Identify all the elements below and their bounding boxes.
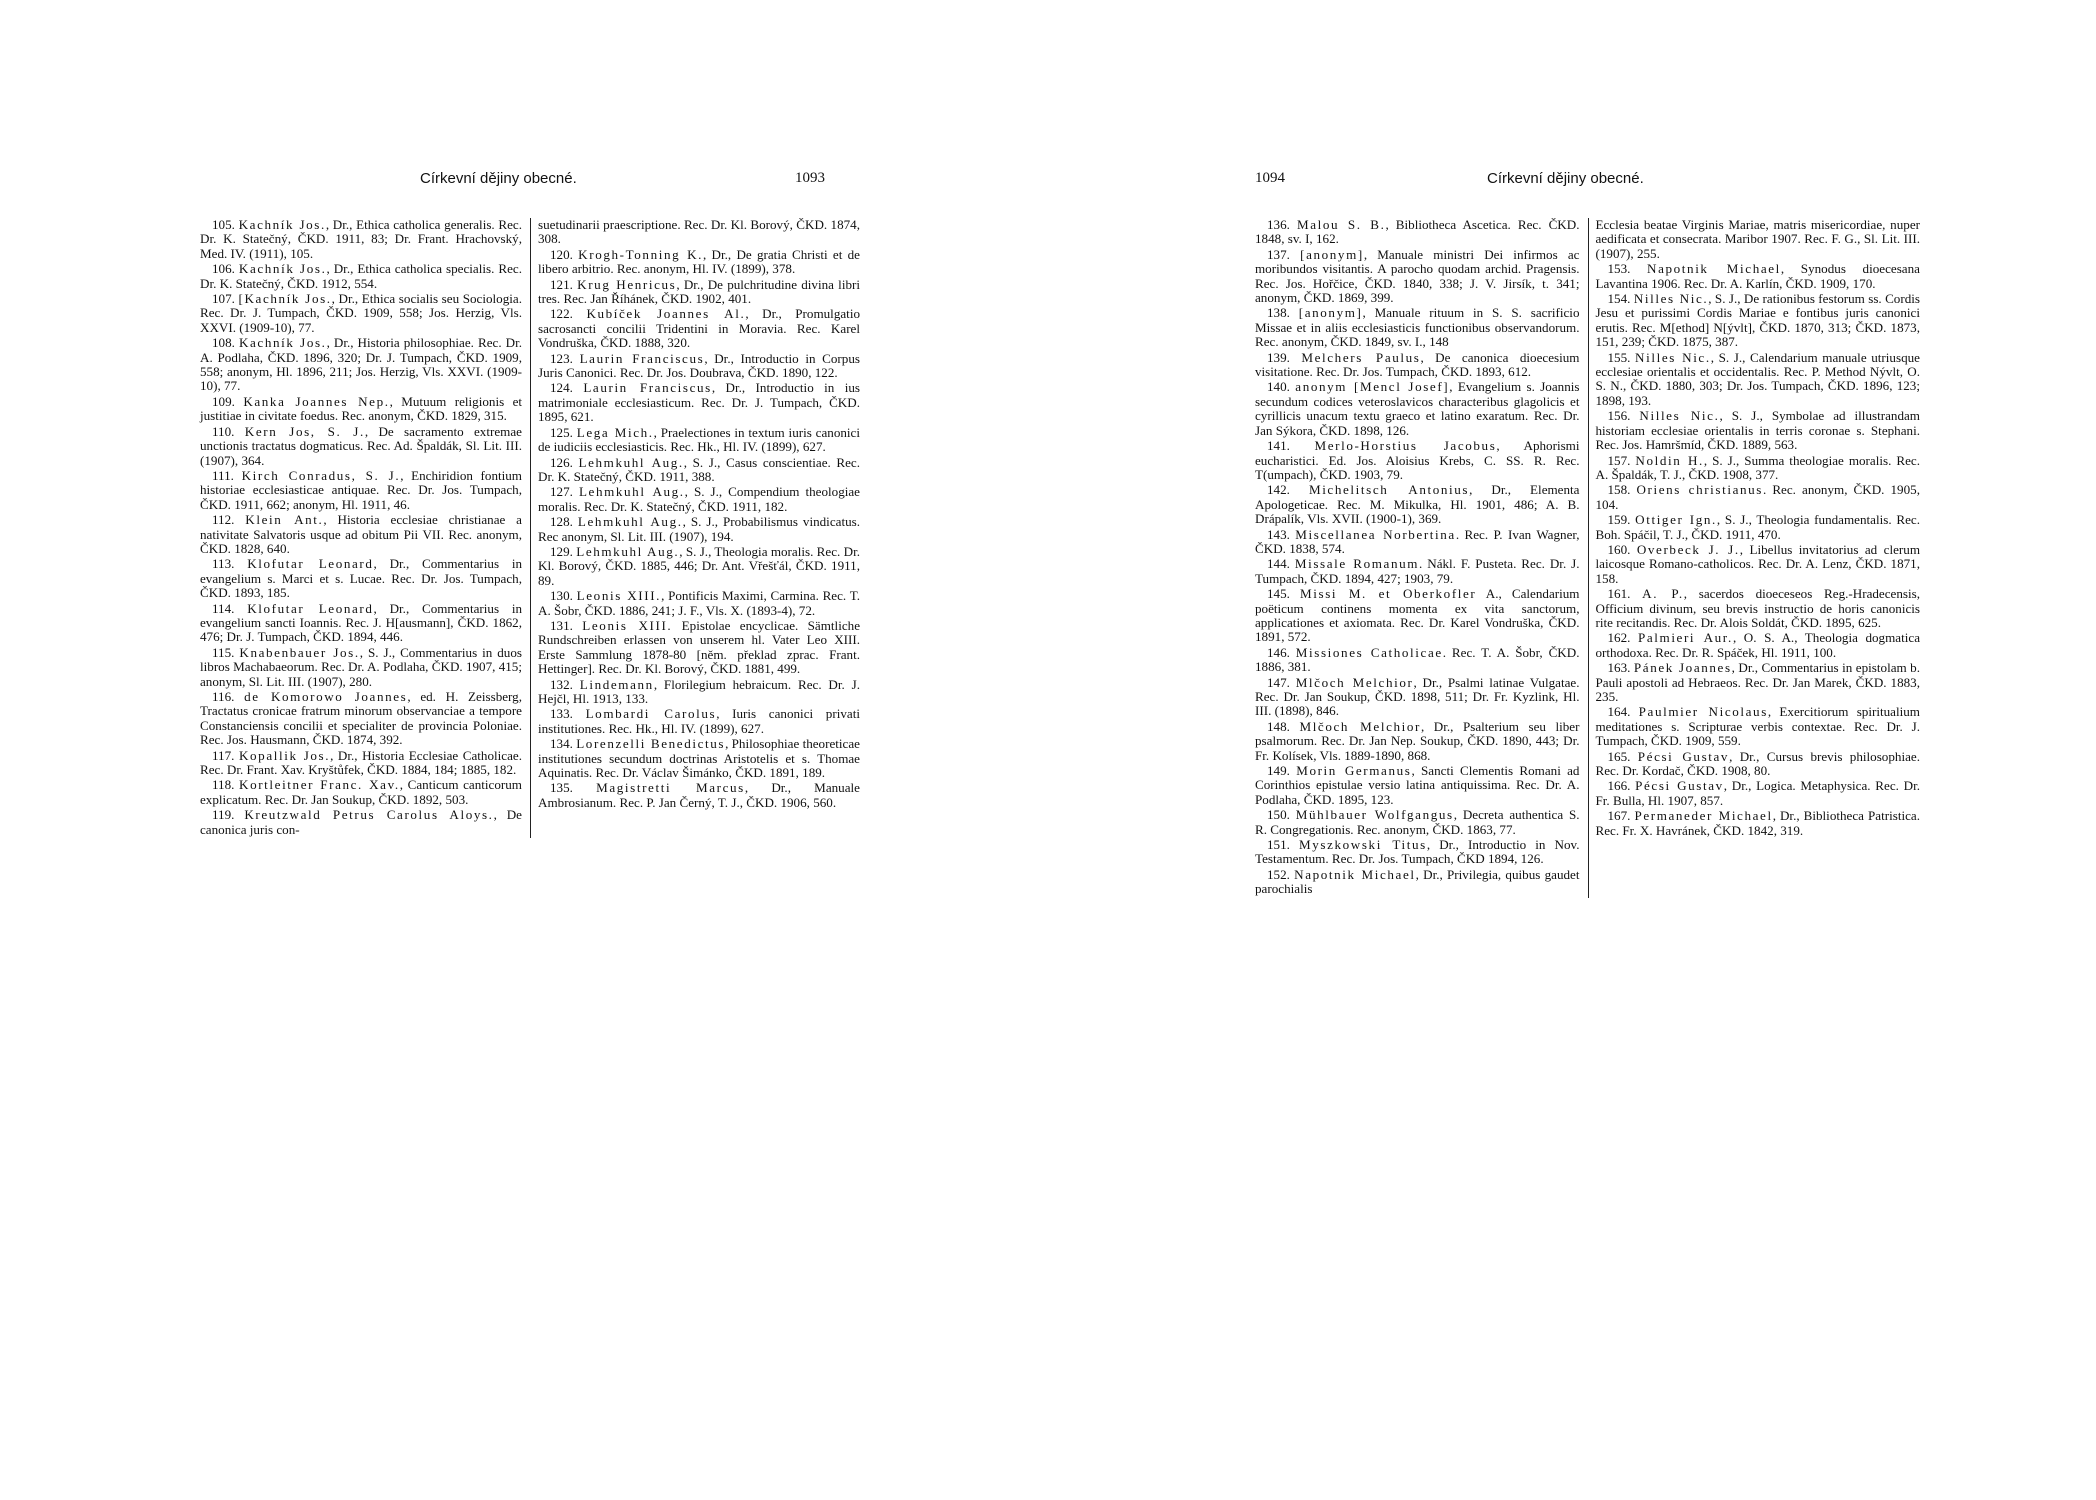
entry-text: , Praelectiones in textum iuris canonici de iudiciis ecclesiasticis. Rec. Hk., Hl. IV. (1899), 627. (538, 424, 861, 455)
entry-number: 139. (1267, 349, 1290, 365)
entry-text: , Bibliotheca Ascetica. Rec. ČKD. 1848, sv. I, 162. (1255, 217, 1580, 247)
left-page-number: 1093 (795, 170, 825, 186)
entry-number: 138. (1267, 305, 1290, 321)
entry-number: 152. (1267, 866, 1290, 882)
entry-author: Morin Germanus (1296, 763, 1412, 779)
entry-number: 164. (1607, 704, 1631, 720)
entry-number: 117. (212, 747, 235, 763)
entry-text: , sacerdos dioeceseos Reg.-Hradecensis, Officium divinum, seu brevis instructio de horis canonicis rite recitandis. Rec. Dr. Alois Soldát, ČKD. 1895, 625. (1595, 586, 1921, 630)
bibliography-entry (200, 425, 522, 468)
entry-text: , ed. H. Zeissberg, Tractatus cronicae fratrum minorum observanciae a tempore Constanciensis concilii et specialiter de provincia Poloniae. Rec. Jos. Hausmann, ČKD. 1874, 392. (200, 689, 522, 748)
bibliography-entry (200, 336, 522, 394)
bibliography-entry (538, 426, 860, 455)
bibliography-entry (200, 646, 522, 689)
entry-author: Michelitsch Antonius (1308, 482, 1470, 498)
entry-text: , Dr., Privilegia, quibus gaudet parochialis (1255, 866, 1580, 897)
bibliography-entry (538, 278, 860, 307)
entry-text: , Dr., Manuale Ambrosianum. Rec. P. Jan Černý, T. J., ČKD. 1906, 560. (538, 780, 860, 810)
right-page-header (1255, 170, 1920, 194)
entry-text: Ecclesia beatae Virginis Mariae, matris misericordiae, nuper aedificata et consecrata. Maribor 1907. Rec. F. G., Sl. Lit. III. (1907), 255. (1595, 217, 1920, 261)
entry-author: Malou S. B. (1296, 217, 1386, 232)
bibliography-entry (200, 469, 522, 512)
bibliography-entry (1255, 528, 1580, 557)
entry-number: 163. (1607, 660, 1631, 676)
entry-number: 140. (1267, 379, 1290, 395)
entry-author: Kubíček Joannes Al. (586, 306, 746, 322)
entry-text: . Rec. T. A. Šobr, ČKD. 1886, 381. (1255, 644, 1580, 675)
entry-author: Kachník Jos. (238, 217, 326, 232)
entry-author: Nilles Nic. (1635, 349, 1711, 365)
entry-author: Leonis XIII. (582, 617, 673, 633)
entry-number: 155. (1607, 349, 1631, 365)
bibliography-entry (1255, 838, 1580, 867)
entry-text: , Dr., Ethica catholica generalis. Rec. Dr. K. Statečný, ČKD. 1911, 83; Dr. Frant. Hrachovský, Med. IV. (1911), 105. (200, 217, 522, 261)
entry-author: Kirch Conradus, S. J. (241, 467, 401, 483)
entry-text: , S. J., Casus conscientiae. Rec. Dr. K. Statečný, ČKD. 1911, 388. (538, 454, 861, 484)
entry-number: 136. (1267, 217, 1290, 232)
bibliography-entry (1255, 306, 1580, 349)
bibliography-entry (1596, 705, 1921, 748)
entry-number: 111. (212, 467, 234, 483)
bibliography-entry (1255, 764, 1580, 807)
entry-author: Overbeck J. J. (1636, 541, 1740, 557)
left-page (200, 0, 860, 1500)
entry-text: , Mutuum religionis et justitiae in civitate foedus. Rec. anonym, ČKD. 1829, 315. (200, 393, 523, 424)
entry-number: 129. (550, 543, 573, 559)
bibliography-entry (1255, 248, 1580, 306)
entry-number: 105. (212, 217, 235, 232)
entry-number: 151. (1267, 837, 1290, 853)
entry-text: , S. J., Theologia moralis. Rec. Dr. Kl. Borový, ČKD. 1885, 446; Dr. Ant. Vřešťál, ČKD. 1911, 89. (538, 543, 860, 588)
bibliography-entry (1255, 720, 1580, 763)
entry-text: A., Calendarium poëticum continens momenta ex vita sanctorum, applicationes et axiomata. Rec. Dr. Karel Vondruška, ČKD. 1891, 572. (1255, 586, 1580, 645)
entry-text: , Dr., Introductio in ius matrimoniale ecclesiasticum. Rec. Dr. J. Tumpach, ČKD. 1895, 621. (538, 380, 860, 425)
entry-author: Lehmkuhl Aug. (578, 454, 684, 470)
bibliography-entry (1255, 676, 1580, 719)
bibliography-entry (1255, 380, 1580, 438)
bibliography-entry (200, 778, 522, 807)
entry-text: , Pontificis Maximi, Carmina. Rec. T. A. Šobr, ČKD. 1886, 241; J. F., Vls. X. (1893-4), 72. (538, 588, 861, 618)
entry-number: 161. (1607, 586, 1631, 602)
entry-number: 145. (1267, 586, 1290, 602)
entry-number: 114. (212, 600, 235, 616)
entry-number: 118. (212, 777, 235, 793)
entry-text: , Dr., Psalmi latinae Vulgatae. Rec. Dr. Jan Soukup, ČKD. 1898, 511; Dr. Fr. Kyzlink, Hl. III. (1898), 846. (1255, 674, 1580, 719)
entry-text: , Dr., Psalterium seu liber psalmorum. Rec. Dr. Jan Nep. Soukup, ČKD. 1890, 443; Dr. Fr. Kolísek, Vls. 1889-1890, 868. (1255, 718, 1580, 763)
entry-number: 123. (550, 350, 573, 366)
bibliography-entry (1255, 483, 1580, 526)
entry-number: 125. (550, 424, 573, 440)
entry-author: Kreutzwald Petrus Carolus Aloys. (244, 807, 494, 823)
entry-text: , Dr., Commentarius in epistolam b. Pauli apostoli ad Hebraeos. Rec. Dr. Jan Marek, ČKD. 1883, 235. (1595, 660, 1921, 704)
bibliography-entry (1596, 513, 1921, 542)
entry-author: Miscellanea Norbertina (1295, 526, 1456, 542)
bibliography-entry (1596, 483, 1921, 512)
bibliography-entry (1255, 808, 1580, 837)
bibliography-entry (538, 456, 860, 485)
entry-author: [Kachník Jos. (238, 291, 332, 307)
entry-number: 132. (550, 676, 573, 692)
bibliography-entry (1596, 218, 1921, 261)
entry-text: , Exercitiorum spiritualium meditationes s. Scripturae verbis contextae. Rec. Dr. J. Tumpach, ČKD. 1909, 559. (1595, 704, 1920, 749)
bibliography-entry (538, 485, 860, 514)
entry-author: Kern Jos, S. J. (244, 423, 365, 439)
entry-author: Permaneder Michael (1634, 808, 1773, 824)
entry-author: Lehmkuhl Aug. (576, 543, 680, 559)
bibliography-entry (200, 262, 522, 291)
entry-text: , Dr., Elementa Apologeticae. Rec. M. Mikulka, Hl. 1901, 486; A. B. Drápalík, Vls. XVII. (1900-1), 369. (1255, 482, 1580, 527)
entry-author: Klofutar Leonard (247, 556, 374, 572)
bibliography-entry (1255, 587, 1580, 645)
entry-author: Krogh-Tonning K. (578, 246, 704, 262)
right-page-columns (1255, 218, 1920, 898)
entry-author: Lindemann (579, 676, 654, 692)
bibliography-entry (538, 381, 860, 424)
entry-number: 156. (1607, 408, 1631, 424)
entry-author: Leonis XIII. (576, 588, 662, 604)
entry-text: , Dr., Ethica socialis seu Sociologia. Rec. Dr. J. Tumpach, ČKD. 1909, 558; Jos. Herzig, Vls. XXVI. (1909-10), 77. (200, 291, 522, 335)
entry-author: Missi M. et Oberkofler (1300, 586, 1477, 602)
entry-number: 137. (1267, 246, 1290, 262)
entry-number: 159. (1607, 512, 1631, 528)
entry-number: 116. (212, 689, 235, 704)
entry-text: , Enchiridion fontium historiae ecclesiasticae antiquae. Rec. Dr. Jos. Tumpach, ČKD. 1911, 662; anonym, Hl. 1911, 46. (200, 467, 522, 512)
entry-text: , Aphorismi eucharistici. Ed. Jos. Aloisius Krebs, C. SS. R. Rec. T(umpach), ČKD. 1903, 79. (1255, 438, 1580, 482)
entry-author: Missiones Catholicae (1295, 644, 1443, 660)
bibliography-entry (200, 395, 522, 424)
entry-number: 165. (1607, 748, 1631, 764)
right-page-number: 1094 (1255, 170, 1285, 186)
entry-author: Kachník Jos. (238, 335, 327, 351)
bibliography-entry (1596, 409, 1921, 452)
left-page-header (200, 170, 860, 194)
entry-number: 150. (1267, 807, 1290, 823)
bibliography-entry (538, 589, 860, 618)
entry-number: 131. (550, 617, 573, 633)
entry-number: 141. (1267, 438, 1290, 454)
entry-number: 121. (550, 276, 573, 292)
entry-number: 130. (550, 588, 573, 604)
entry-text: , De canonica dioecesium visitatione. Rec. Dr. Jos. Tumpach, ČKD. 1893, 612. (1255, 349, 1580, 380)
entry-text: , S. J., Symbolae ad illustrandam historiam ecclesiae orientalis in terris coronae s. Stephani. Rec. Jos. Hamršmíd, ČKD. 1889, 563. (1595, 408, 1920, 453)
bibliography-entry (1596, 661, 1921, 704)
bibliography-entry (538, 515, 860, 544)
bibliography-entry (538, 707, 860, 736)
entry-text: , Sancti Clementis Romani ad Corinthios epistulae versio latina antiquissima. Rec. Dr. A. Podlaha, ČKD. 1895, 123. (1255, 763, 1580, 807)
bibliography-entry (1596, 750, 1921, 779)
entry-author: Ottiger Ign. (1635, 512, 1717, 528)
right-column-2 (1588, 218, 1921, 898)
entry-text: , Dr., Historia Ecclesiae Catholicae. Rec. Dr. Frant. Xav. Kryštůfek, ČKD. 1884, 184; 1885, 182. (200, 747, 522, 778)
entry-number: 162. (1607, 630, 1631, 646)
entry-author: Lorenzelli Benedictus (576, 736, 726, 752)
entry-text: . Rec. P. Ivan Wagner, ČKD. 1838, 574. (1255, 526, 1580, 556)
bibliography-entry (1255, 868, 1580, 897)
entry-author: Oriens christianus (1636, 482, 1763, 498)
entry-number: 120. (550, 246, 573, 262)
entry-number: 112. (212, 512, 235, 528)
entry-text: , Dr., Introductio in Nov. Testamentum. Rec. Dr. Jos. Tumpach, ČKD 1894, 126. (1255, 837, 1580, 867)
entry-number: 113. (212, 556, 235, 572)
entry-author: Palmieri Aur. (1638, 630, 1733, 646)
entry-number: 126. (550, 454, 573, 470)
entry-text: , Dr., Historia philosophiae. Rec. Dr. A. Podlaha, ČKD. 1896, 320; Dr. J. Tumpach, ČKD. 1909, 558; anonym, Hl. 1896, 211; Jos. Herzig, Vls. XXVI. (1909-10), 77. (200, 335, 522, 394)
left-column-2 (530, 218, 860, 838)
entry-number: 122. (550, 306, 573, 322)
bibliography-entry (200, 690, 522, 748)
entry-author: Kopallik Jos. (238, 747, 331, 763)
entry-author: Knabenbauer Jos. (239, 644, 360, 660)
entry-number: 124. (550, 380, 573, 396)
entry-text: , S. J., Probabilismus vindicatus. Rec anonym, Sl. Lit. III. (1907), 194. (538, 514, 861, 544)
left-page-columns (200, 218, 860, 838)
bibliography-entry (200, 808, 522, 837)
bibliography-entry (538, 248, 860, 277)
entry-number: 128. (550, 514, 573, 530)
bibliography-entry (538, 307, 860, 350)
entry-text: suetudinarii praescriptione. Rec. Dr. Kl. Borový, ČKD. 1874, 308. (538, 217, 860, 247)
entry-author: Nilles Nic. (1633, 291, 1709, 307)
entry-number: 106. (212, 261, 235, 277)
bibliography-entry (200, 292, 522, 335)
entry-author: Klein Ant. (245, 512, 324, 528)
entry-text: , De sacramento extremae unctionis tractatus dogmaticus. Rec. Ad. Špaldák, Sl. Lit. III. (1907), 364. (200, 423, 522, 468)
bibliography-entry (1255, 218, 1580, 247)
bibliography-entry (538, 678, 860, 707)
bibliography-entry (1596, 779, 1921, 808)
entry-author: Lehmkuhl Aug. (577, 514, 683, 530)
entry-text: , O. S. A., Theologia dogmatica orthodoxa. Rec. Dr. R. Spáček, Hl. 1911, 100. (1595, 630, 1921, 660)
bibliography-entry (1596, 454, 1921, 483)
bibliography-entry (538, 619, 860, 677)
entry-text: , S. J., Commentarius in duos libros Machabaeorum. Rec. Dr. A. Podlaha, ČKD. 1907, 415; anonym, Sl. Lit. III. (1907), 280. (200, 644, 522, 689)
bibliography-entry (1596, 631, 1921, 660)
entry-author: [anonym] (1300, 246, 1364, 262)
entry-author: Nilles Nic. (1639, 408, 1720, 424)
entry-number: 127. (550, 484, 573, 500)
entry-author: Kortleitner Franc. Xav. (239, 777, 400, 793)
entry-number: 166. (1607, 778, 1631, 794)
entry-author: Merlo-Horstius Jacobus (1314, 438, 1497, 454)
bibliography-entry (1596, 587, 1921, 630)
entry-author: Missale Romanum (1294, 556, 1420, 572)
entry-number: 158. (1607, 482, 1631, 498)
entry-author: Laurin Franciscus (579, 350, 705, 366)
bibliography-entry (1255, 439, 1580, 482)
entry-text: , S. J., Compendium theologiae moralis. Rec. Dr. K. Statečný, ČKD. 1911, 182. (538, 484, 860, 514)
entry-text: , Dr., Bibliotheca Patristica. Rec. Fr. X. Havránek, ČKD. 1842, 319. (1595, 808, 1920, 838)
entry-author: Klofutar Leonard (247, 600, 374, 616)
entry-number: 149. (1267, 763, 1290, 779)
entry-number: 160. (1607, 541, 1631, 557)
entry-author: Melchers Paulus (1301, 349, 1421, 365)
bibliography-entry (538, 737, 860, 780)
entry-author: Mlčoch Melchior (1295, 674, 1414, 690)
right-page (1255, 0, 1920, 1500)
entry-author: A. P. (1642, 586, 1684, 602)
bibliography-entry (538, 352, 860, 381)
bibliography-entry (1255, 351, 1580, 380)
bibliography-entry (1596, 809, 1921, 838)
entry-author: Lega Mich. (576, 424, 654, 440)
entry-number: 153. (1607, 261, 1631, 277)
bibliography-entry (200, 602, 522, 645)
entry-text: , Libellus invitatorius ad clerum laicosque Romano-catholicos. Rec. Dr. A. Lenz, ČKD. 1871, 158. (1595, 541, 1921, 586)
entry-text: , Evangelium s. Joannis secundum codices veteroslavicos characteribus glagolicis et cyrillicis unacum textu graeco et latino exaratum. Rec. Dr. Jan Sýkora, ČKD. 1898, 126. (1255, 379, 1580, 438)
entry-text: , Florilegium hebraicum. Rec. Dr. J. Hejčl, Hl. 1913, 133. (538, 676, 860, 706)
entry-text: , Dr., De pulchritudine divina libri tres. Rec. Jan Říhánek, ČKD. 1902, 401. (538, 276, 861, 307)
entry-text: , Canticum canticorum explicatum. Rec. Dr. Jan Soukup, ČKD. 1892, 503. (200, 777, 522, 807)
entry-number: 119. (212, 807, 235, 823)
entry-text: , Iuris canonici privati institutiones. Rec. Hk., Hl. IV. (1899), 627. (538, 706, 860, 736)
entry-text: , Dr., Logica. Metaphysica. Rec. Dr. Fr. Bulla, Hl. 1907, 857. (1595, 778, 1920, 808)
entry-number: 115. (212, 644, 235, 660)
entry-text: , S. J., Summa theologiae moralis. Rec. A. Špaldák, T. J., ČKD. 1908, 377. (1595, 452, 1920, 482)
bibliography-entry (1596, 351, 1921, 409)
entry-author: Pécsi Gustav (1637, 748, 1730, 764)
entry-number: 143. (1267, 526, 1290, 542)
bibliography-entry (538, 218, 860, 247)
entry-text: . Rec. anonym, ČKD. 1905, 104. (1595, 482, 1920, 512)
entry-author: Pécsi Gustav (1635, 778, 1724, 794)
bibliography-entry (1596, 543, 1921, 586)
entry-text: , Manuale rituum in S. S. sacrificio Missae et in aliis ecclesiasticis functionibus observandorum. Rec. anonym, ČKD. 1849, sv. I., 148 (1255, 305, 1580, 350)
entry-number: 135. (550, 780, 573, 796)
entry-text: , S. J., De rationibus festorum ss. Cordis Jesu et purissimi Cordis Mariae e fontibus juris canonici erutis. Rec. M[ethod] N[ývlt], ČKD. 1870, 313; ČKD. 1873, 151, 239; ČKD. 1875, 387. (1595, 291, 1920, 350)
bibliography-entry (200, 557, 522, 600)
right-column-1 (1255, 218, 1588, 898)
bibliography-entry (200, 749, 522, 778)
entry-text: , Dr., Promulgatio sacrosancti concilii Tridentini in Moravia. Rec. Karel Vondruška, ČKD. 1888, 320. (538, 306, 861, 351)
entry-author: Kachník Jos. (238, 261, 327, 277)
entry-number: 107. (212, 291, 235, 307)
bibliography-entry (200, 513, 522, 556)
entry-number: 134. (550, 736, 573, 752)
entry-author: Krug Henricus (577, 276, 677, 292)
entry-number: 157. (1607, 452, 1631, 468)
bibliography-entry (538, 781, 860, 810)
entry-number: 109. (212, 393, 235, 409)
entry-author: Napotnik Michael (1294, 866, 1416, 882)
entry-text: , Dr., Commentarius in evangelium sancti Ioannis. Rec. J. H[ausmann], ČKD. 1862, 476; Dr. J. Tumpach, ČKD. 1894, 446. (200, 600, 522, 645)
entry-author: Noldin H. (1635, 452, 1704, 468)
left-column-1 (200, 218, 530, 838)
entry-author: Magistretti Marcus (596, 780, 745, 796)
bibliography-entry (1596, 292, 1921, 350)
entry-author: Pánek Joannes (1633, 660, 1732, 676)
bibliography-entry (200, 218, 522, 261)
entry-text: , De canonica juris con- (200, 807, 522, 837)
entry-number: 110. (212, 423, 235, 439)
entry-text: , Dr., Ethica catholica specialis. Rec. Dr. K. Statečný, ČKD. 1912, 554. (200, 261, 522, 291)
entry-author: [anonym] (1298, 305, 1363, 321)
entry-number: 142. (1267, 482, 1290, 498)
entry-text: , Philosophiae theoreticae institutiones secundum doctrinas Aristotelis et s. Thomae Aquinatis. Rec. Dr. Václav Šimánko, ČKD. 1891, 189. (538, 736, 860, 781)
bibliography-entry (1255, 557, 1580, 586)
entry-author: anonym [Mencl Josef] (1295, 379, 1450, 395)
left-running-title: Církevní dějiny obecné. (420, 170, 577, 187)
entry-number: 148. (1267, 718, 1290, 734)
entry-number: 146. (1267, 644, 1290, 660)
entry-text: . Nákl. F. Pusteta. Rec. Dr. J. Tumpach, ČKD. 1894, 427; 1903, 79. (1255, 556, 1580, 586)
entry-number: 133. (550, 706, 573, 722)
entry-text: , Dr., De gratia Christi et de libero arbitrio. Rec. anonym, Hl. IV. (1899), 378. (538, 246, 860, 277)
entry-author: Myszkowski Titus (1299, 837, 1427, 853)
entry-author: Mühlbauer Wolfgangus (1295, 807, 1454, 823)
entry-text: , Manuale ministri Dei infirmos ac moribundos visitantis. A parocho quodam archid. Pragensis. Rec. Jos. Hořčice, ČKD. 1840, 338; J. V. Jirsík, t. 341; anonym, ČKD. 1869, 399. (1255, 246, 1580, 306)
bibliography-entry (1596, 262, 1921, 291)
right-running-title: Církevní dějiny obecné. (1487, 170, 1644, 187)
entry-text: , Decreta authentica S. R. Congregationis. Rec. anonym, ČKD. 1863, 77. (1255, 807, 1580, 837)
entry-text: , Synodus dioecesana Lavantina 1906. Rec. Dr. A. Karlín, ČKD. 1909, 170. (1595, 261, 1920, 291)
entry-text: , S. J., Theologia fundamentalis. Rec. Boh. Spáčil, T. J., ČKD. 1911, 470. (1595, 512, 1920, 542)
entry-text: , Dr., Cursus brevis philosophiae. Rec. Dr. Kordač, ČKD. 1908, 80. (1595, 748, 1920, 779)
entry-number: 147. (1267, 674, 1290, 690)
entry-author: Lombardi Carolus (585, 706, 717, 722)
entry-number: 144. (1267, 556, 1290, 572)
entry-text: , Dr., Introductio in Corpus Juris Canonici. Rec. Dr. Jos. Doubrava, ČKD. 1890, 122. (538, 350, 860, 381)
entry-author: Lehmkuhl Aug. (578, 484, 685, 500)
entry-number: 167. (1607, 808, 1631, 824)
bibliography-entry (1255, 646, 1580, 675)
entry-author: Kanka Joannes Nep. (243, 393, 390, 409)
bibliography-entry (538, 545, 860, 588)
entry-number: 108. (212, 335, 235, 351)
entry-number: 154. (1607, 291, 1631, 307)
entry-text: , Historia ecclesiae christianae a nativitate Salvatoris usque ad obitum Pii VII. Rec. anonym, ČKD. 1828, 640. (200, 512, 522, 556)
entry-text: , S. J., Calendarium manuale utriusque ecclesiae orientalis et occidentalis. Rec. P. Method Nývlt, O. S. N., ČKD. 1880, 303; Dr. Jos. Tumpach, ČKD. 1896, 123; 1898, 193. (1595, 349, 1920, 408)
entry-author: Paulmier Nicolaus (1638, 704, 1768, 720)
entry-text: Epistolae encyclicae. Sämtliche Rundschreiben erlassen von unserem hl. Vater Leo XIII. Erste Sammlung 1878-80 [něm. překlad zprac. Frant. Hettinger]. Rec. Dr. Kl. Borový, ČKD. 1881, 499. (538, 617, 861, 677)
entry-author: Laurin Franciscus (583, 380, 712, 396)
entry-text: , Dr., Commentarius in evangelium s. Marci et s. Lucae. Rec. Dr. Jos. Tumpach, ČKD. 1893, 185. (200, 556, 522, 601)
entry-author: Mlčoch Melchior (1299, 718, 1421, 734)
entry-author: de Komorowo Joannes (244, 689, 408, 704)
entry-author: Napotnik Michael (1647, 261, 1781, 277)
